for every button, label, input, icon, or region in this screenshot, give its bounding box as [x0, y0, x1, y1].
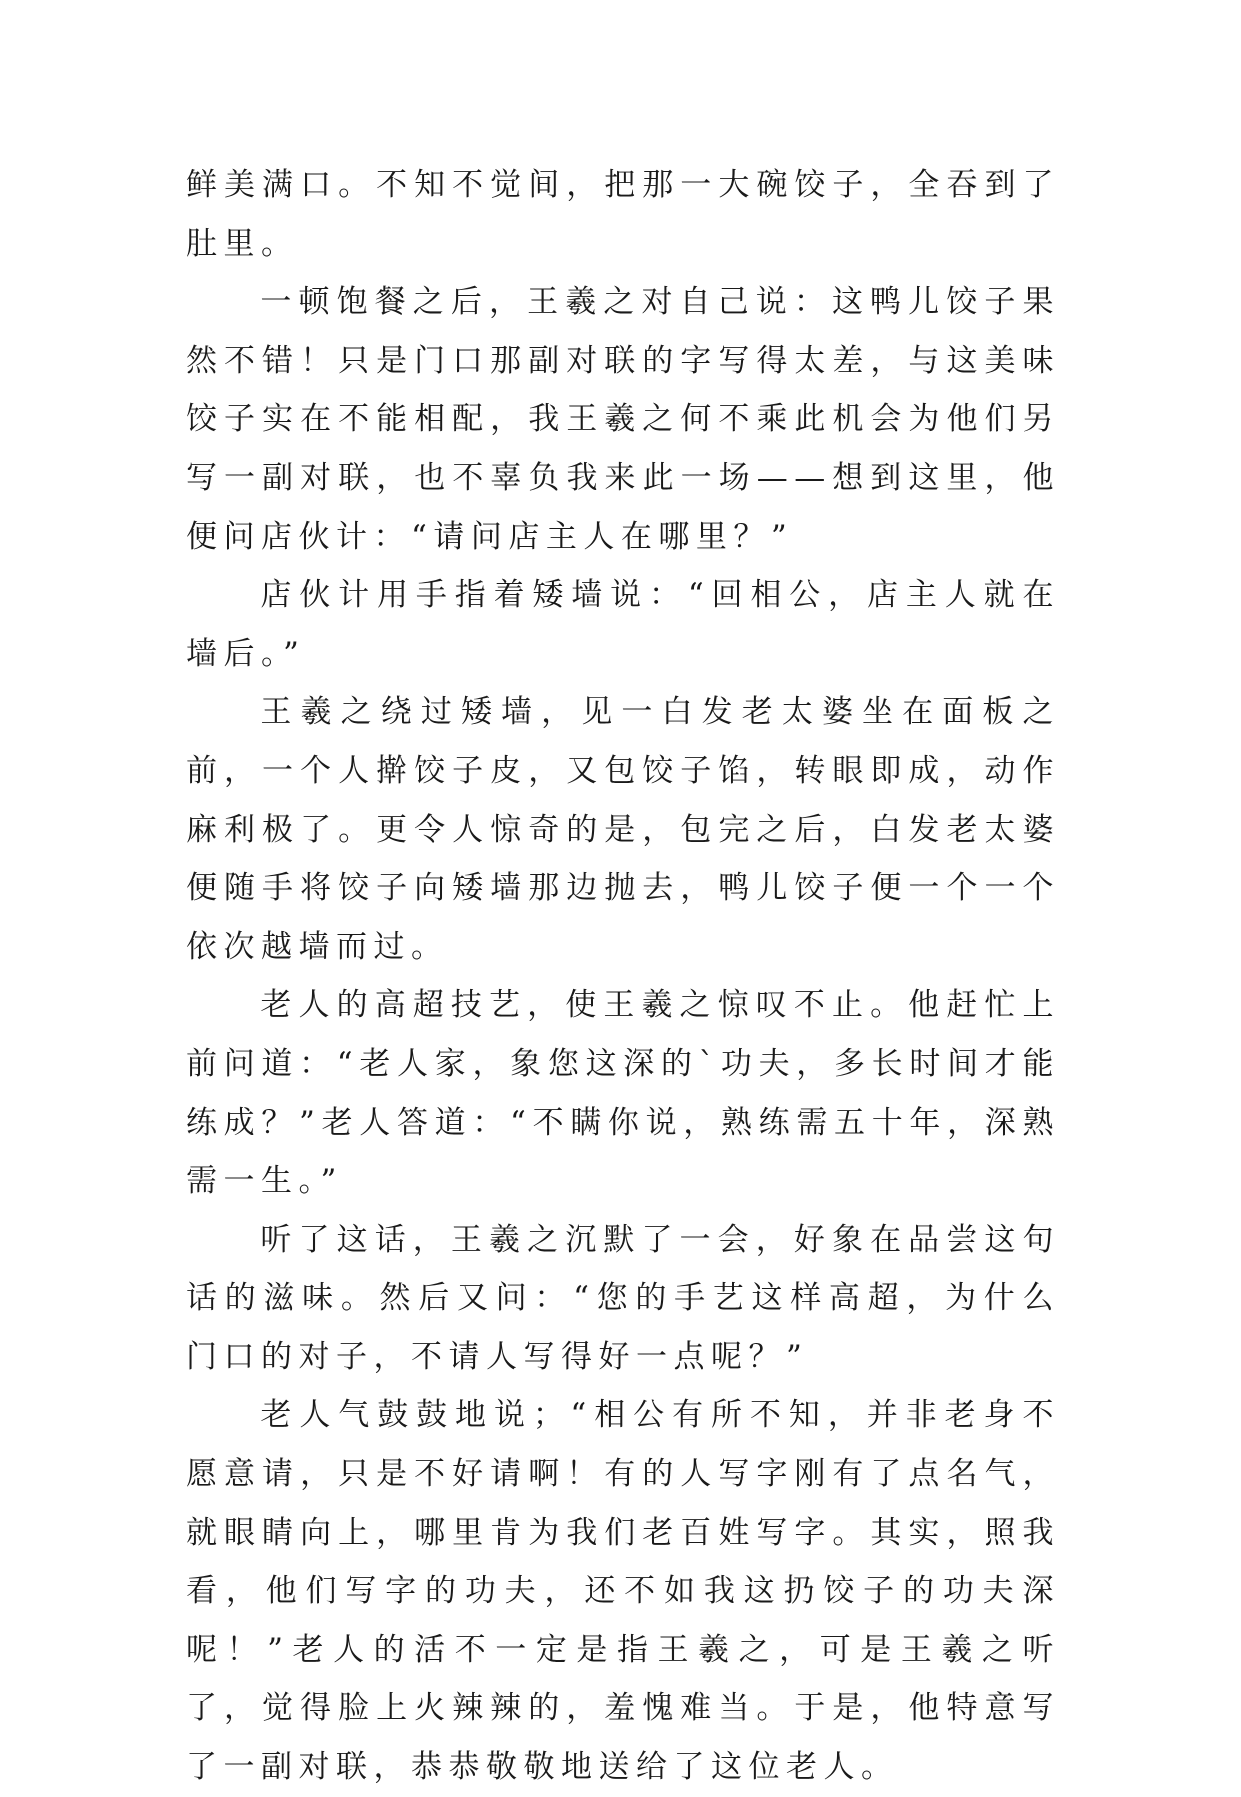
- paragraph-3: 店伙计用手指着矮墙说：“回相公，店主人就在墙后。”: [186, 577, 1060, 672]
- document-body: [186, 156, 1060, 1797]
- paragraph-1: 鲜美满口。不知不觉间，把那一大碗饺子，全吞到了肚里。: [186, 167, 1060, 262]
- paragraph-4: 王羲之绕过矮墙，见一白发老太婆坐在面板之前，一个人擀饺子皮，又包饺子馅，转眼即成，动作麻利极了。更令人惊奇的是，包完之后，白发老太婆便随手将饺子向矮墙那边抛去，鸭儿饺子便一个一个依次越墙而过。: [186, 694, 1060, 965]
- paragraph-6: 听了这话，王羲之沉默了一会，好象在品尝这句话的滋味。然后又问：“您的手艺这样高超，为什么门口的对子，不请人写得好一点呢？”: [186, 1221, 1060, 1375]
- paragraph-5: 老人的高超技艺，使王羲之惊叹不止。他赶忙上前问道：“老人家，象您这深的`功夫，多长时间才能练成？”老人答道：“不瞒你说，熟练需五十年，深熟需一生。”: [186, 987, 1060, 1200]
- paragraph-7: 老人气鼓鼓地说；“相公有所不知，并非老身不愿意请，只是不好请啊！有的人写字刚有了点名气，就眼睛向上，哪里肯为我们老百姓写字。其实，照我看，他们写字的功夫，还不如我这扔饺子的功夫深呢！”老人的活不一定是指王羲之，可是王羲之听了，觉得脸上火辣辣的，羞愧难当。于是，他特意写了一副对联，恭恭敬敬地送给了这位老人。: [186, 1397, 1060, 1786]
- paragraph-2: 一顿饱餐之后，王羲之对自己说：这鸭儿饺子果然不错！只是门口那副对联的字写得太差，与这美味饺子实在不能相配，我王羲之何不乘此机会为他们另写一副对联，也不辜负我来此一场——想到这里，他便问店伙计：“请问店主人在哪里？”: [186, 284, 1060, 555]
